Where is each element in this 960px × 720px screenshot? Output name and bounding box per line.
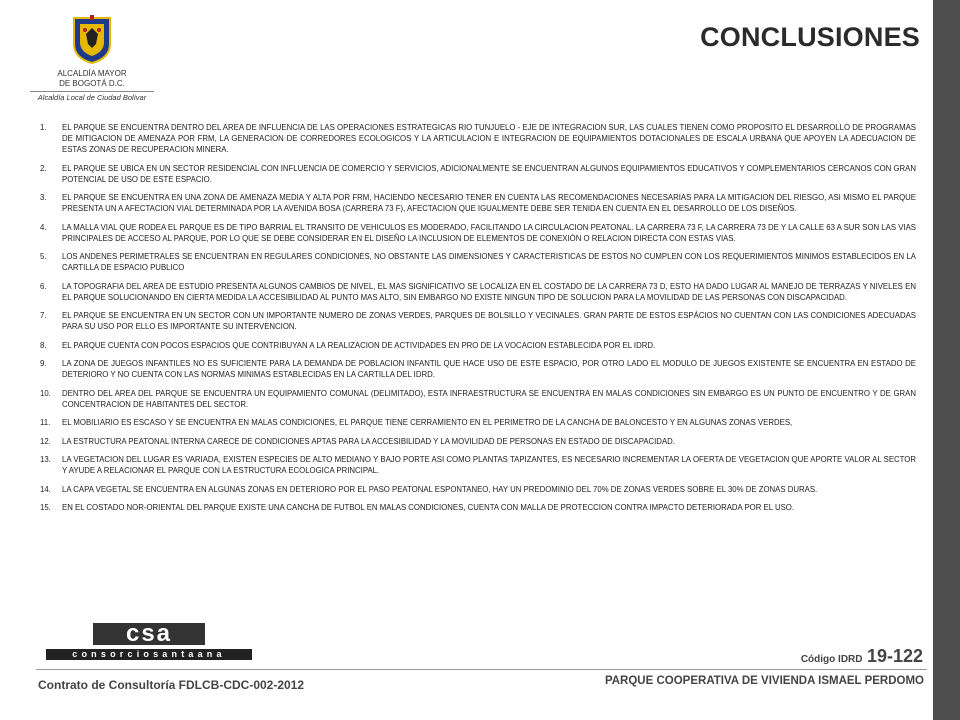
csa-logo bbox=[46, 620, 252, 660]
list-item bbox=[40, 484, 916, 495]
item-text: LOS ANDENES PERIMETRALES SE ENCUENTRAN EN REGULARES CONDICIONES, NO OBSTANTE LAS DIMENSIONES Y CARACTERISTICAS DE ESTOS NO CUMPLEN CON LOS REQUERIMIENTOS MINIMOS ESTABLECIDOS EN LA CARTILLA DE ESPACIO PUBLICO bbox=[62, 252, 916, 272]
list-item bbox=[40, 310, 916, 332]
item-text: EN EL COSTADO NOR-ORIENTAL DEL PARQUE EXISTE UNA CANCHA DE FUTBOL EN MALAS CONDICIONES, CUENTA CON MALLA DE PROTECCION CONTRA IMPACTO DETERIORADA POR EL USO. bbox=[62, 503, 795, 512]
item-text: LA TOPOGRAFIA DEL AREA DE ESTUDIO PRESENTA ALGUNOS CAMBIOS DE NIVEL, EL MAS SIGNIFICATIVO SE LOCALIZA EN EL COSTADO DE LA CARRERA 73 D, ESTO HA DADO LUGAR AL MANEJO DE TERRAZAS Y NIVELES EN EL PARQUE SOLUCIONANDO EN CIERTA MEDIDA LA ACCESIBILIDAD AL PUNTO MAS ALTO, SIN EMBARGO NO EXISTE NINGUN TIPO DE SOLUCION PARA LA MOVILIDAD DE LAS PERSONAS CON DISCAPACIDAD. bbox=[62, 281, 916, 302]
list-item bbox=[40, 192, 916, 214]
item-text: LA MALLA VIAL QUE RODEA EL PARQUE ES DE TIPO BARRIAL EL TRANSITO DE VEHICULOS ES MODERADO, FACILITANDO LA CIRCULACION PEATONAL. LA CARRERA 73 F, LA CARRERA 73 DE Y LA CALLE 63 A SUR SON LAS VIAS PRINCIPALES DE ACCESO AL PARQUE, POR LO QUE SE DEBE CONSIDERAR EN EL DISEÑO LA INCLUSION DE ELEMENTOS DE CONEXIÓN O RELACION DIRECTA CON ESTAS VIAS. bbox=[62, 222, 916, 243]
item-number: 1. bbox=[40, 123, 47, 132]
item-number: 8. bbox=[40, 340, 47, 350]
list-item bbox=[40, 388, 916, 410]
item-text: LA VEGETACION DEL LUGAR ES VARIADA, EXISTEN ESPECIES DE ALTO MEDIANO Y BAJO PORTE ASI COMO PLANTAS TAPIZANTES, ES NECESARIO INCREMENTAR LA OFERTA DE VEGETACION QUE APORTE VALOR AL SECTOR Y AYUDE A RELACIONAR EL PARQUE CON LA ESTRUCTURA ECOLOGICA PRINCIPAL. bbox=[62, 455, 916, 475]
list-item bbox=[40, 358, 916, 380]
code-label: Código IDRD bbox=[800, 654, 863, 665]
csa-logo-main: csa bbox=[93, 623, 205, 645]
page-title: CONCLUSIONES bbox=[700, 22, 920, 52]
item-number: 2. bbox=[40, 163, 47, 173]
item-text: EL PARQUE CUENTA CON POCOS ESPACIOS QUE CONTRIBUYAN A LA REALIZACION DE ACTIVIDADES EN PRO DE LA VOCACION ESTABLECIDA POR EL IDRD. bbox=[62, 340, 656, 350]
idrd-code bbox=[760, 646, 923, 667]
logo-line-2: DE BOGOTÁ D.C. bbox=[59, 79, 125, 88]
list-item bbox=[40, 281, 916, 303]
csa-logo-strip: consorciosantaana bbox=[46, 649, 252, 660]
item-text: EL PARQUE SE UBICA EN UN SECTOR RESIDENCIAL CON INFLUENCIA DE COMERCIO Y SERVICIOS, ADICIONALMENTE SE ENCUENTRAN ALGUNOS EQUIPAMIENTOS EDUCATIVOS Y COMPLEMENTARIOS CERCANOS CON GRAN POTENCIAL DE USO DE ESTE ESPACIO. bbox=[62, 163, 916, 184]
item-text: LA ESTRUCTURA PEATONAL INTERNA CARECE DE CONDICIONES APTAS PARA LA ACCESIBILIDAD Y LA MOVILIDAD DE PERSONAS EN ESTADO DE DISCAPACIDAD. bbox=[62, 436, 675, 446]
item-number: 15. bbox=[40, 503, 51, 512]
code-value: 19-122 bbox=[866, 646, 923, 666]
logo-line-3: Alcaldía Local de Ciudad Bolívar bbox=[30, 91, 154, 102]
item-number: 7. bbox=[40, 311, 47, 320]
item-text: LA CAPA VEGETAL SE ENCUENTRA EN ALGUNAS ZONAS EN DETERIORO POR EL PASO PEATONAL ESPONTANEO, HAY UN PREDOMINIO DEL 70% DE ZONAS VERDES SOBRE EL 30% DE ZONAS DURAS. bbox=[62, 484, 818, 494]
item-text: EL PARQUE SE ENCUENTRA EN UNA ZONA DE AMENAZA MEDIA Y ALTA POR FRM, HACIENDO NECESARIO TENER EN CUENTA LAS RECOMENDACIONES NECESARIAS PARA LA MITIGACION DEL RIESGO, ASI MISMO EL PARQUE PRESENTA UN A AFECTACION VIAL DETERMINADA POR LA AVENIDA BOSA (CARRERA 73 F), AFECTACION QUE IGUALMENTE DEBE SER TENIDA EN CUENTA EN EL DESARROLLO DE LOS DISEÑOS. bbox=[62, 193, 916, 213]
list-item bbox=[40, 436, 916, 447]
item-text: LA ZONA DE JUEGOS INFANTILES NO ES SUFICIENTE PARA LA DEMANDA DE POBLACION INFANTIL QUE HACE USO DE ESTE ESPACIO, POR OTRO LADO EL MODULO DE JUEGOS EXISTENTE SE ENCUENTRA EN ESTADO DE DETERIORO Y NO CUENTA CON LAS NORMAS MINIMAS ESTABLECIDAS EN LA CARTILLA DEL IDRD. bbox=[62, 359, 916, 379]
list-item bbox=[40, 417, 916, 428]
item-text: EL PARQUE SE ENCUENTRA EN UN SECTOR CON UN IMPORTANTE NUMERO DE ZONAS VERDES, PARQUES DE BOLSILLO Y VECINALES. GRAN PARTE DE ESTOS ESPÁCIOS NO CUENTAN CON LAS CONDICIONES ADECUADAS PARA SU USO POR ELLO ES IMPORTANTE SU INTERVENCION. bbox=[62, 311, 916, 331]
item-number: 12. bbox=[40, 436, 51, 446]
list-item bbox=[40, 251, 916, 273]
alcaldia-logo bbox=[30, 14, 154, 102]
logo-line-1: ALCALDÍA MAYOR bbox=[57, 69, 127, 78]
item-text: DENTRO DEL AREA DEL PARQUE SE ENCUENTRA UN EQUIPAMIENTO COMUNAL (DELIMITADO), ESTA INFRAESTRUCTURA SE ENCUENTRA EN MALAS CONDICIONES SIN EMBARGO ES UN PUNTO DE ENCUENTRO Y DE GRAN CONCENTRACION DE HABITANTES DEL SECTOR. bbox=[62, 388, 916, 409]
park-name: PARQUE COOPERATIVA DE VIVIENDA ISMAEL PERDOMO bbox=[604, 675, 924, 687]
item-number: 10. bbox=[40, 388, 51, 398]
bogota-crest-icon bbox=[70, 14, 114, 64]
item-number: 11. bbox=[40, 418, 51, 427]
item-number: 14. bbox=[40, 484, 51, 494]
item-number: 13. bbox=[40, 455, 51, 464]
list-item bbox=[40, 222, 916, 244]
list-item bbox=[40, 502, 916, 513]
item-text: EL PARQUE SE ENCUENTRA DENTRO DEL AREA DE INFLUENCIA DE LAS OPERACIONES ESTRATEGICAS RIO TUNJUELO - EJE DE INTEGRACION SUR, LAS CUALES TIENEN COMO PROPOSITO EL DESARROLLO DE PROGRAMAS DE MITIGACION DE AMENAZA POR FRM, LA GENERACION DE CORREDORES ECOLOGICOS Y LA ARTICULACION E INTEGRACION DE EQUIPAMIENTOS DOTACIONALES DE ESCALA URBANA QUE APOYEN LA ADECUACION DE ESTAS ZONAS DE RECUPERACION MINERA. bbox=[62, 123, 916, 154]
contract-label: Contrato de Consultoría FDLCB-CDC-002-2012 bbox=[38, 678, 305, 692]
list-item bbox=[40, 340, 916, 351]
right-side-bar bbox=[933, 0, 960, 720]
list-item bbox=[40, 163, 916, 185]
item-text: EL MOBILIARIO ES ESCASO Y SE ENCUENTRA EN MALAS CONDICIONES, EL PARQUE TIENE CERRAMIENTO EN EL PERIMETRO DE LA CANCHA DE BALONCESTO Y EN ALGUNAS ZONAS VERDES, bbox=[62, 418, 793, 427]
list-item bbox=[40, 122, 916, 155]
item-number: 3. bbox=[40, 193, 47, 202]
item-number: 6. bbox=[40, 281, 47, 291]
item-number: 5. bbox=[40, 252, 47, 261]
conclusions-list bbox=[40, 122, 916, 521]
list-item bbox=[40, 454, 916, 476]
item-number: 9. bbox=[40, 359, 47, 368]
footer-divider bbox=[36, 669, 927, 670]
item-number: 4. bbox=[40, 222, 47, 232]
